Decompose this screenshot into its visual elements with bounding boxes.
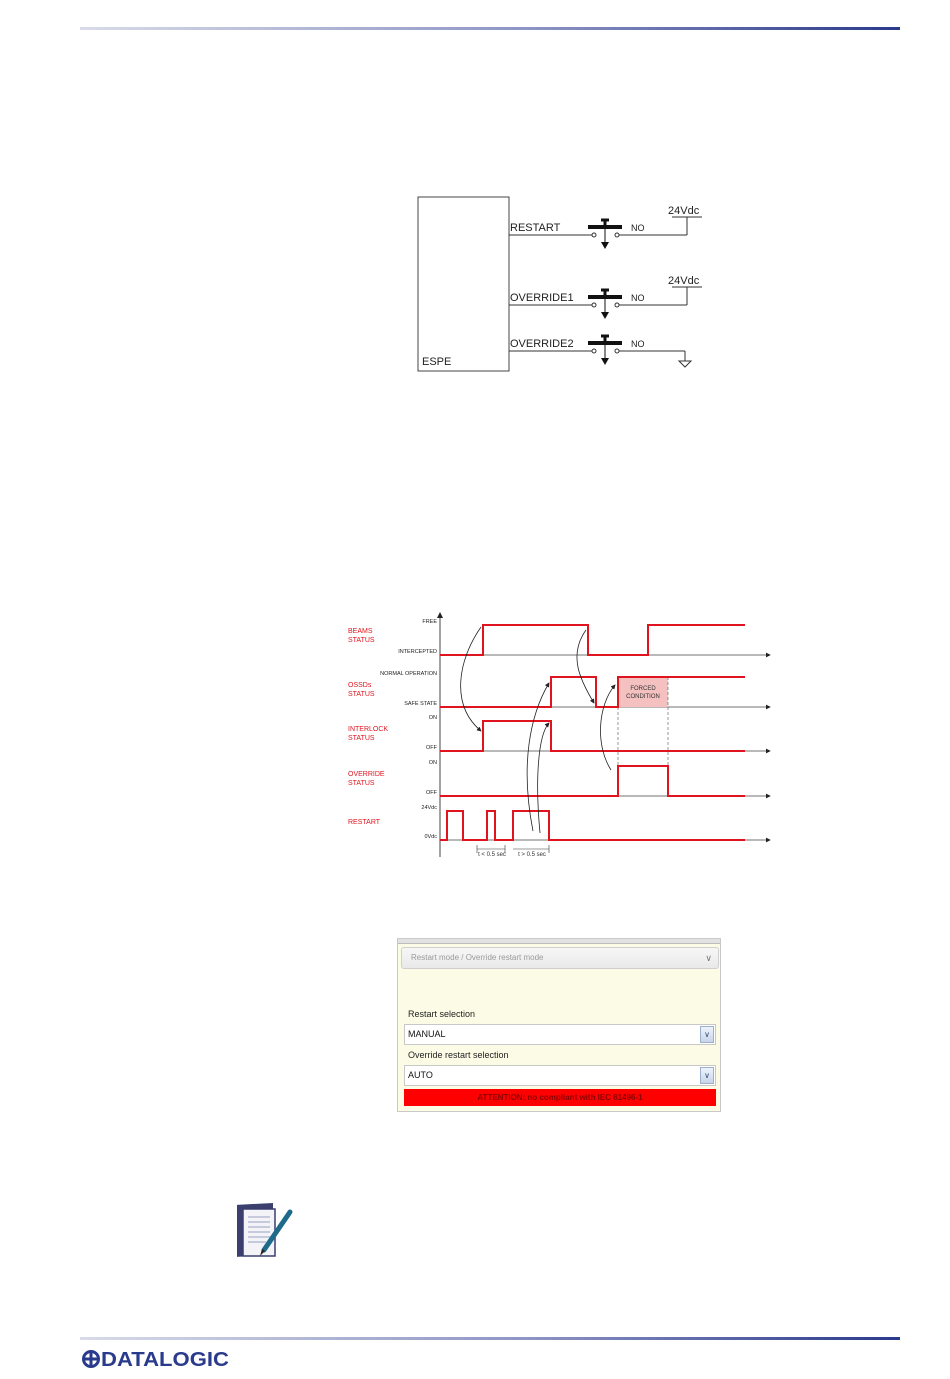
override1-no-label: NO [631, 293, 645, 303]
footer-rule [80, 1337, 900, 1340]
restart-trace [440, 811, 745, 840]
beams-high-label: FREE [422, 619, 437, 625]
cause-arrow-override-on [600, 685, 615, 770]
override-name-1: OVERRIDE [348, 771, 385, 778]
restart-name: RESTART [348, 819, 381, 826]
interlock-name-1: INTERLOCK [348, 726, 389, 733]
section-dropdown[interactable] [401, 947, 719, 969]
restart-selection-label: Restart selection [408, 1009, 476, 1019]
restart-selection-value: MANUAL [408, 1029, 446, 1039]
forced-condition-area [618, 677, 668, 707]
interlock-name-2: STATUS [348, 735, 375, 742]
interlock-low-label: OFF [426, 745, 437, 751]
cause-arrow-safe-state [577, 630, 594, 703]
restart-high-label: 24Vdc [421, 805, 437, 811]
ossds-low-label: SAFE STATE [404, 701, 437, 707]
ground-icon [679, 361, 691, 367]
header-rule [80, 27, 900, 30]
espe-label: ESPE [422, 356, 452, 368]
beams-trace [440, 625, 745, 655]
panel-top-bar [398, 939, 720, 944]
cause-arrow-interlock-on [461, 627, 481, 731]
dropdown-arrow-icon[interactable]: ∨ [700, 1067, 714, 1084]
dropdown-arrow-icon[interactable]: ∨ [700, 1026, 714, 1043]
override1-line-label: OVERRIDE1 [510, 292, 574, 304]
note-icon [234, 1200, 296, 1262]
ossds-name-2: STATUS [348, 691, 375, 698]
beams-name-2: STATUS [348, 637, 375, 644]
beams-low-label: INTERCEPTED [398, 649, 437, 655]
long-press-label: t > 0.5 sec [518, 852, 546, 858]
ossds-high-label: NORMAL OPERATION [380, 671, 437, 677]
short-press-label: t < 0.5 sec [478, 852, 506, 858]
restart-selection-select[interactable] [404, 1024, 716, 1045]
ossds-trace [440, 677, 745, 707]
override-restart-label: Override restart selection [408, 1050, 509, 1060]
wiring-diagram [400, 190, 720, 380]
forced-label-line1: FORCED [630, 686, 656, 692]
espe-box [418, 197, 509, 371]
beams-name-1: BEAMS [348, 628, 373, 635]
forced-label-line2: CONDITION [626, 694, 660, 700]
interlock-trace [440, 721, 745, 751]
override-restart-select[interactable] [404, 1065, 716, 1086]
ossds-name-1: OSSDs [348, 682, 372, 689]
override-trace [440, 766, 745, 796]
restart-no-label: NO [631, 223, 645, 233]
cause-arrow-restart-long [538, 723, 549, 833]
restart-config-panel [397, 938, 721, 1112]
datalogic-logo [82, 1348, 242, 1370]
override-high-label: ON [428, 760, 437, 766]
override2-no-label: NO [631, 339, 645, 349]
override-restart-value: AUTO [408, 1070, 433, 1080]
section-dropdown-label: Restart mode / Override restart mode [411, 953, 544, 962]
override-low-label: OFF [426, 790, 437, 796]
timing-diagram [340, 605, 780, 860]
override1-supply-label: 24Vdc [668, 275, 700, 287]
restart-supply-label: 24Vdc [668, 205, 700, 217]
override2-line-label: OVERRIDE2 [510, 338, 574, 350]
restart-line-label: RESTART [510, 222, 561, 234]
override-name-2: STATUS [348, 780, 375, 787]
restart-low-label: 0Vdc [424, 834, 437, 840]
interlock-high-label: ON [428, 715, 437, 721]
compliance-warning: ATTENTION: no compliant with IEC 61496-1 [404, 1089, 716, 1106]
chevron-down-icon: ∨ [705, 953, 712, 963]
brand-name: DATALOGIC [101, 1349, 229, 1370]
